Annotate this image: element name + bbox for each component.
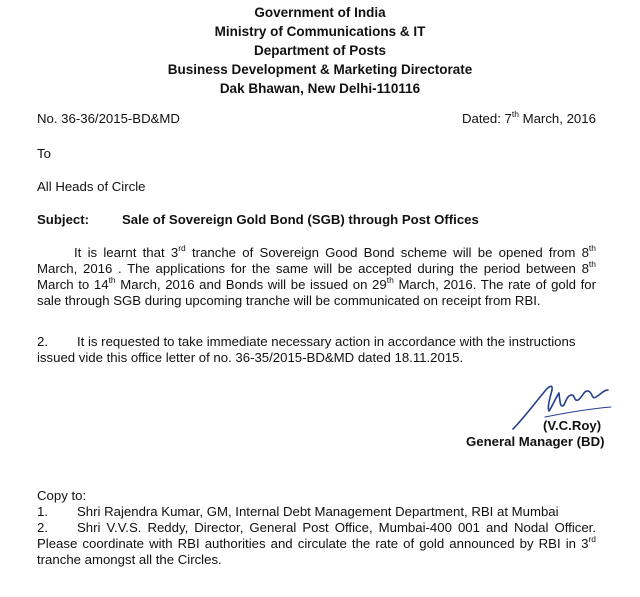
p1-e-sup: th — [386, 275, 394, 285]
subject-label: Subject: — [37, 212, 90, 227]
header-government: Government of India — [254, 5, 386, 20]
p1-a-sup: rd — [178, 243, 186, 253]
p1-c: March, 2016 . The applications for the same will be accepted during the period between 8 — [37, 261, 589, 276]
p1-f: March, 2016. The rate of gold for sale through SGB during upcoming tranche will be communicated on receipt from RBI. — [37, 277, 597, 308]
copy-item-1: Shri Rajendra Kumar, GM, Internal Debt Management Department, RBI at Mumbai — [77, 504, 559, 519]
copy-item-2-a: Shri V.V.S. Reddy, Director, General Post Office, Mumbai-400 001 and Nodal Officer. Please coordinate with RBI authorities and circulate the rate of gold announced by RBI in 3 — [37, 520, 596, 551]
dated-sup: th — [511, 109, 519, 119]
copy-item-2 — [37, 520, 596, 568]
p1-d-sup: th — [108, 275, 116, 285]
header-ministry: Ministry of Communications & IT — [214, 24, 426, 39]
signatory-name: (V.C.Roy) — [543, 418, 602, 433]
to-label: To — [37, 146, 51, 161]
paragraph-2-number: 2. — [37, 334, 48, 349]
copy-item-2-sup: rd — [588, 534, 596, 544]
paragraph-2-line1: It is requested to take immediate necessary action in accordance with the instructions — [77, 334, 576, 349]
recipient: All Heads of Circle — [37, 179, 146, 194]
p1-b: tranche of Sovereign Good Bond scheme will be opened from 8 — [185, 245, 589, 260]
signatory-designation: General Manager (BD) — [466, 434, 605, 449]
copy-item-2-b: tranche amongst all the Circles. — [37, 552, 222, 567]
copy-item-2-number: 2. — [37, 520, 48, 535]
header-address: Dak Bhawan, New Delhi-110116 — [219, 81, 421, 96]
copy-to-label: Copy to: — [37, 488, 87, 503]
header-directorate: Business Development & Marketing Directorate — [167, 62, 473, 77]
p1-e: March, 2016 and Bonds will be issued on 29 — [115, 277, 387, 292]
p1-a: It is learnt that 3 — [74, 245, 179, 260]
header-department: Department of Posts — [253, 43, 387, 58]
p1-d: March to 14 — [37, 277, 109, 292]
paragraph-2-line2: issued vide this office letter of no. 36-35/2015-BD&MD dated 18.11.2015. — [37, 350, 464, 365]
p1-c-sup: th — [588, 259, 596, 269]
p1-b-sup: th — [588, 243, 596, 253]
paragraph-1 — [37, 245, 596, 309]
dated-suffix: March, 2016 — [518, 111, 596, 126]
dated — [462, 111, 596, 127]
copy-item-1-number: 1. — [37, 504, 48, 519]
dated-prefix: Dated: 7 — [462, 111, 512, 126]
reference-number: No. 36-36/2015-BD&MD — [37, 111, 180, 126]
subject-text: Sale of Sovereign Gold Bond (SGB) through Post Offices — [122, 212, 479, 227]
